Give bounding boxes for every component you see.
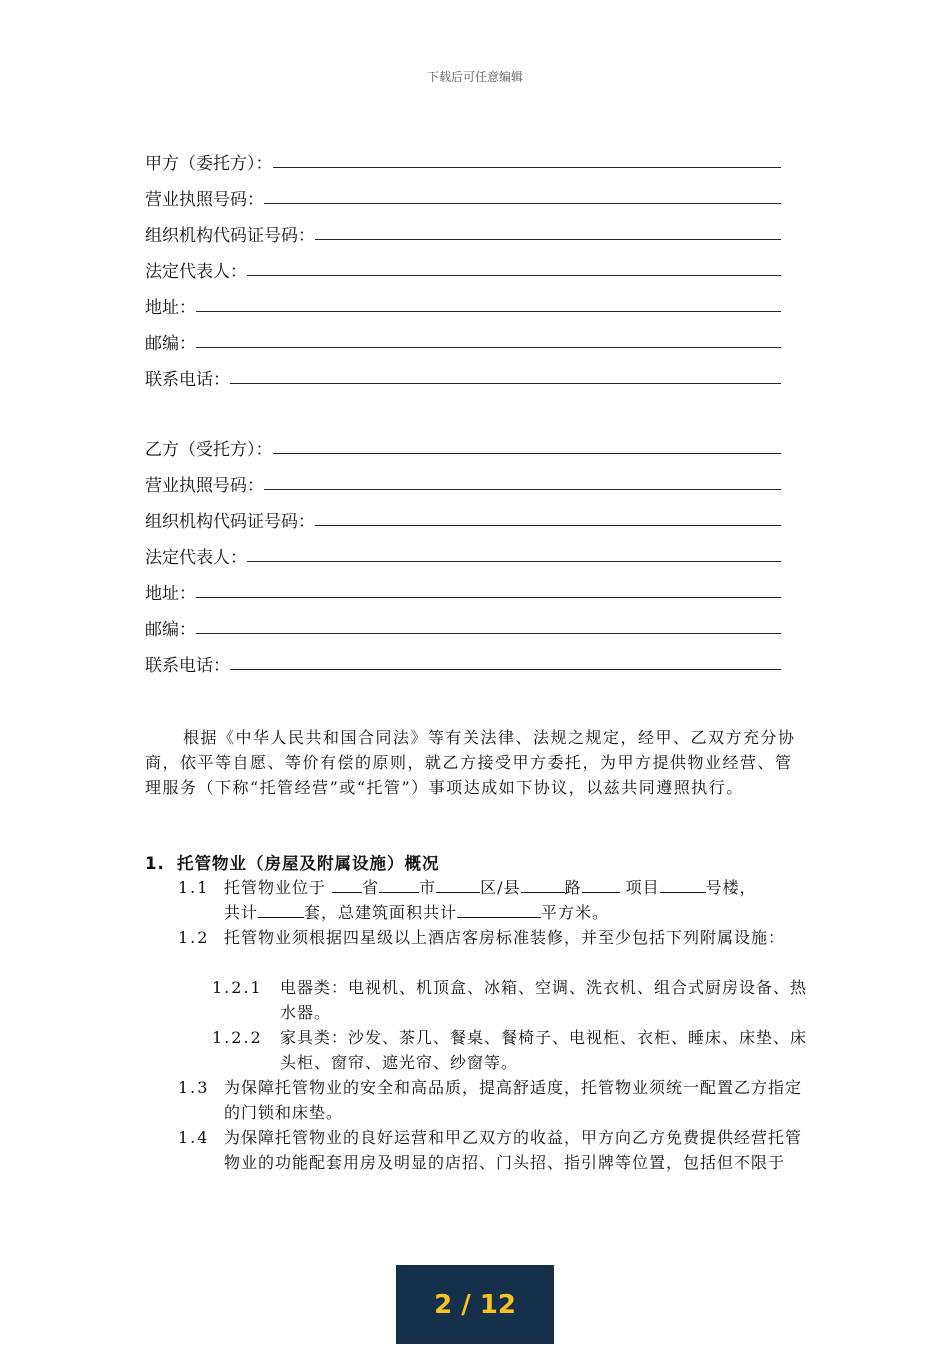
clause-number: 1.2.2	[212, 1028, 263, 1047]
party-b-license-field: 营业执照号码：	[145, 460, 781, 496]
clause-1-2-2	[212, 1025, 814, 1075]
clause-number: 1.2.1	[212, 978, 263, 997]
fill-line	[264, 488, 781, 490]
section-number: 1.	[145, 854, 165, 873]
page-indicator: 2 / 12	[396, 1265, 554, 1344]
fill-line	[196, 596, 781, 598]
blank-line	[379, 876, 419, 893]
party-b-org-code-field: 组织机构代码证号码：	[145, 496, 781, 532]
clause-text: 电器类：电视机、机顶盒、冰箱、空调、洗衣机、组合式厨房设备、热水器。	[280, 978, 808, 1022]
fill-line	[273, 452, 782, 454]
party-b-name-field: 乙方（受托方）：	[145, 424, 781, 460]
clause-1-2-1	[212, 975, 814, 1025]
blank-line	[660, 876, 706, 893]
party-a-license-field: 营业执照号码：	[145, 174, 781, 210]
fill-line	[230, 382, 781, 384]
fill-line	[315, 238, 781, 240]
clause-1-2	[178, 925, 814, 950]
fill-line	[273, 166, 782, 168]
fill-line	[315, 524, 781, 526]
clause-1-3	[178, 1075, 814, 1125]
party-b-legal-rep-field: 法定代表人：	[145, 532, 781, 568]
clause-number: 1.3	[178, 1078, 210, 1097]
party-b-block	[145, 424, 781, 676]
party-b-phone-field: 联系电话：	[145, 640, 781, 676]
party-b-postcode-field: 邮编：	[145, 604, 781, 640]
party-a-phone-field: 联系电话：	[145, 354, 781, 390]
fill-line	[247, 560, 781, 562]
party-a-address-field: 地址：	[145, 282, 781, 318]
section-title: 托管物业（房屋及附属设施）概况	[177, 854, 440, 873]
fill-line	[247, 274, 781, 276]
party-b-address-field: 地址：	[145, 568, 781, 604]
fill-line	[264, 202, 781, 204]
party-a-org-code-field: 组织机构代码证号码：	[145, 210, 781, 246]
party-a-block	[145, 138, 781, 390]
clause-number: 1.2	[178, 928, 210, 947]
blank-line	[332, 876, 362, 893]
page-header-note: 下载后可任意编辑	[426, 70, 523, 84]
fill-line	[196, 310, 781, 312]
blank-line	[436, 876, 480, 893]
clause-1-1	[178, 875, 818, 925]
section-1-heading	[145, 850, 440, 874]
clause-1-4	[178, 1125, 818, 1175]
clause-text: 托管物业须根据四星级以上酒店客房标准装修，并至少包括下列附属设施：	[224, 928, 786, 947]
clause-number: 1.1	[178, 878, 210, 897]
party-a-name-field: 甲方（委托方）：	[145, 138, 781, 174]
fill-line	[196, 346, 781, 348]
blank-line	[258, 901, 304, 918]
blank-line	[582, 876, 620, 893]
party-a-legal-rep-field: 法定代表人：	[145, 246, 781, 282]
blank-line	[521, 876, 565, 893]
fill-line	[196, 632, 781, 634]
clause-text: 托管物业位于 省 市 区/县 路 项目 号楼， 共计 套，总建筑面积共计 平方米。	[224, 878, 757, 922]
blank-line	[457, 901, 541, 918]
party-a-postcode-field: 邮编：	[145, 318, 781, 354]
clause-number: 1.4	[178, 1128, 210, 1147]
clause-text: 家具类：沙发、茶几、餐桌、餐椅子、电视柜、衣柜、睡床、床垫、床头柜、窗帘、遮光帘、纱窗等。	[280, 1028, 808, 1072]
fill-line	[230, 668, 781, 670]
clause-text: 为保障托管物业的安全和高品质，提高舒适度，托管物业须统一配置乙方指定的门锁和床垫。	[224, 1078, 803, 1122]
clause-text: 为保障托管物业的良好运营和甲乙双方的收益，甲方向乙方免费提供经营托管物业的功能配套用房及明显的店招、门头招、指引牌等位置，包括但不限于	[224, 1128, 803, 1172]
intro-paragraph: 根据《中华人民共和国合同法》等有关法律、法规之规定，经甲、乙双方充分协商，依平等自愿、等价有偿的原则，就乙方接受甲方委托，为甲方提供物业经营、管理服务（下称“托管经营”或“托管”）事项达成如下协议，以兹共同遵照执行。	[145, 728, 796, 797]
